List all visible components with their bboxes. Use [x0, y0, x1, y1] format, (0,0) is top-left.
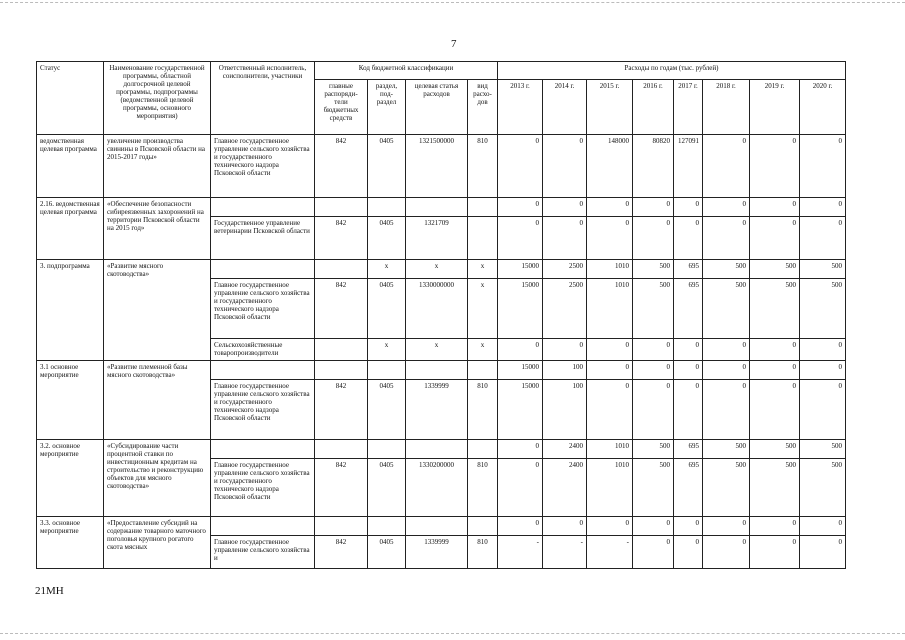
page-number: 7 — [451, 38, 457, 50]
header-status: Статус — [37, 62, 104, 135]
cell-value: 500 — [703, 260, 750, 279]
cell-value: 15000 — [498, 380, 543, 440]
cell-executor: Сельскохозяйственные товаропроизводители — [211, 339, 315, 361]
cell-value: 500 — [703, 459, 750, 517]
cell-grbs: 842 — [315, 459, 368, 517]
header-year: 2019 г. — [750, 80, 800, 135]
cell-section — [368, 198, 406, 217]
cell-target: x — [406, 339, 468, 361]
cell-section: 0405 — [368, 279, 406, 339]
cell-value: 0 — [674, 339, 703, 361]
cell-target: 1330000000 — [406, 279, 468, 339]
cell-value: 1010 — [587, 459, 633, 517]
header-program-name: Наименование государственной программы, областной долгосрочной целевой программы, подпрограммы (ведомственной целевой программы, основного мероприятия) — [104, 62, 211, 135]
cell-value: 0 — [543, 135, 587, 198]
cell-section — [368, 361, 406, 380]
cell-grbs — [315, 361, 368, 380]
cell-value: 695 — [674, 440, 703, 459]
header-year: 2015 г. — [587, 80, 633, 135]
cell-value: 500 — [703, 440, 750, 459]
cell-status: 3.2. основное мероприятие — [37, 440, 104, 517]
cell-value: 0 — [674, 517, 703, 536]
cell-value: 500 — [633, 279, 674, 339]
cell-grbs: 842 — [315, 135, 368, 198]
cell-section — [368, 440, 406, 459]
cell-value: 0 — [750, 135, 800, 198]
cell-value: 1010 — [587, 440, 633, 459]
cell-value: 2400 — [543, 459, 587, 517]
cell-target: 1321709 — [406, 217, 468, 260]
cell-value: 500 — [750, 279, 800, 339]
cell-value: 0 — [633, 361, 674, 380]
cell-value: 695 — [674, 279, 703, 339]
cell-value: 0 — [674, 380, 703, 440]
cell-value: 0 — [498, 440, 543, 459]
cell-type — [468, 217, 498, 260]
cell-target: 1330200000 — [406, 459, 468, 517]
budget-table — [36, 61, 846, 569]
cell-value: 0 — [633, 517, 674, 536]
cell-value: 0 — [750, 217, 800, 260]
cell-value: 500 — [750, 459, 800, 517]
cell-type — [468, 198, 498, 217]
scan-edge-bottom — [0, 633, 905, 634]
cell-name: «Развитие племенной базы мясного скотоводства» — [104, 361, 211, 440]
cell-value: 0 — [750, 380, 800, 440]
cell-target — [406, 361, 468, 380]
cell-grbs — [315, 517, 368, 536]
cell-section: 0405 — [368, 536, 406, 569]
header-expenses: Расходы по годам (тыс. рублей) — [498, 62, 846, 80]
cell-name: «Субсидирование части процентной ставки по инвестиционным кредитам на строительство и реконструкцию объектов для мясного скотоводства» — [104, 440, 211, 517]
cell-value: 0 — [498, 517, 543, 536]
cell-name: «Развитие мясного скотоводства» — [104, 260, 211, 361]
cell-value: 0 — [674, 198, 703, 217]
cell-target — [406, 198, 468, 217]
cell-value: 0 — [800, 198, 846, 217]
cell-value: 2500 — [543, 279, 587, 339]
cell-value: 100 — [543, 361, 587, 380]
cell-name: «Обеспечение безопасности сибиреязвенных захоронений на территории Псковской области на 2015 год» — [104, 198, 211, 260]
cell-value: 0 — [800, 361, 846, 380]
cell-value: 0 — [703, 339, 750, 361]
cell-value: 0 — [703, 217, 750, 260]
cell-value: 0 — [703, 198, 750, 217]
cell-value: 0 — [800, 135, 846, 198]
cell-value: 0 — [543, 517, 587, 536]
cell-value: 500 — [633, 440, 674, 459]
scan-edge-top — [0, 2, 905, 3]
cell-section: x — [368, 260, 406, 279]
cell-value: - — [498, 536, 543, 569]
cell-value: 500 — [703, 279, 750, 339]
cell-value: 500 — [800, 459, 846, 517]
cell-value: 1010 — [587, 279, 633, 339]
cell-type: 810 — [468, 459, 498, 517]
cell-value: 0 — [587, 339, 633, 361]
cell-value: 0 — [587, 517, 633, 536]
cell-value: 500 — [750, 440, 800, 459]
cell-section: 0405 — [368, 459, 406, 517]
cell-value: 0 — [633, 198, 674, 217]
cell-target: 1339999 — [406, 380, 468, 440]
cell-value: 695 — [674, 260, 703, 279]
table-row — [37, 517, 846, 536]
cell-value: 0 — [750, 517, 800, 536]
cell-section: 0405 — [368, 380, 406, 440]
cell-status: 3.3. основное мероприятие — [37, 517, 104, 569]
cell-value: 0 — [587, 217, 633, 260]
cell-value: 0 — [633, 536, 674, 569]
header-year: 2016 г. — [633, 80, 674, 135]
cell-value: 0 — [674, 361, 703, 380]
cell-value: 80820 — [633, 135, 674, 198]
cell-value: 0 — [750, 198, 800, 217]
cell-value: 1010 — [587, 260, 633, 279]
cell-value: 0 — [633, 380, 674, 440]
cell-target — [406, 517, 468, 536]
cell-value: 0 — [498, 135, 543, 198]
header-target: целевая статья расходов — [406, 80, 468, 135]
cell-type: 810 — [468, 135, 498, 198]
cell-value: 695 — [674, 459, 703, 517]
cell-value: 0 — [633, 217, 674, 260]
cell-value: 0 — [800, 536, 846, 569]
cell-type — [468, 361, 498, 380]
cell-value: 500 — [633, 459, 674, 517]
cell-value: 0 — [703, 517, 750, 536]
cell-executor — [211, 198, 315, 217]
header-year: 2020 г. — [800, 80, 846, 135]
cell-executor: Главное государственное управление сельского хозяйства и государственного технического надзора Псковской области — [211, 135, 315, 198]
cell-executor — [211, 440, 315, 459]
header-section: раздел, под- раздел — [368, 80, 406, 135]
header-year: 2017 г. — [674, 80, 703, 135]
cell-section: 0405 — [368, 135, 406, 198]
cell-value: 15000 — [498, 260, 543, 279]
cell-type — [468, 517, 498, 536]
cell-type: x — [468, 279, 498, 339]
cell-section: x — [368, 339, 406, 361]
cell-value: 500 — [750, 260, 800, 279]
cell-value: 0 — [800, 517, 846, 536]
cell-value: 0 — [543, 339, 587, 361]
cell-value: 500 — [800, 279, 846, 339]
cell-value: 0 — [587, 380, 633, 440]
cell-value: 127091 — [674, 135, 703, 198]
cell-value: 0 — [703, 361, 750, 380]
cell-value: 500 — [633, 260, 674, 279]
table-row — [37, 198, 846, 217]
table-row — [37, 440, 846, 459]
cell-name: «Предоставление субсидий на содержание товарного маточного поголовья крупного рогатого скота мясных — [104, 517, 211, 569]
cell-value: 0 — [674, 217, 703, 260]
cell-target — [406, 440, 468, 459]
cell-value: 0 — [674, 536, 703, 569]
table-row — [37, 135, 846, 198]
cell-section: 0405 — [368, 217, 406, 260]
cell-value: 500 — [800, 260, 846, 279]
header-year: 2018 г. — [703, 80, 750, 135]
header-grbs: главные распоряди- тели бюджетных средств — [315, 80, 368, 135]
header-year: 2014 г. — [543, 80, 587, 135]
cell-value: 15000 — [498, 361, 543, 380]
cell-grbs — [315, 440, 368, 459]
cell-grbs — [315, 198, 368, 217]
cell-value: 0 — [703, 536, 750, 569]
cell-value: 0 — [800, 380, 846, 440]
cell-target: 1321500000 — [406, 135, 468, 198]
cell-grbs: 842 — [315, 536, 368, 569]
cell-grbs — [315, 339, 368, 361]
cell-value: 0 — [543, 198, 587, 217]
cell-value: 0 — [587, 361, 633, 380]
cell-value: 0 — [703, 380, 750, 440]
cell-type — [468, 440, 498, 459]
cell-target: 1339999 — [406, 536, 468, 569]
cell-type: x — [468, 260, 498, 279]
cell-value: 0 — [543, 217, 587, 260]
cell-status: ведомственная целевая программа — [37, 135, 104, 198]
cell-value: 0 — [703, 135, 750, 198]
cell-value: 0 — [750, 361, 800, 380]
header-year: 2013 г. — [498, 80, 543, 135]
cell-target: x — [406, 260, 468, 279]
cell-executor — [211, 361, 315, 380]
cell-type: 810 — [468, 536, 498, 569]
cell-name: увеличение производства свинины в Псковской области на 2015-2017 годы» — [104, 135, 211, 198]
cell-executor — [211, 517, 315, 536]
cell-type: 810 — [468, 380, 498, 440]
cell-value: 0 — [498, 198, 543, 217]
header-executor: Ответственный исполнитель, соисполнители, участники — [211, 62, 315, 135]
cell-value: 15000 — [498, 279, 543, 339]
cell-grbs: 842 — [315, 380, 368, 440]
cell-executor: Государственное управление ветеринарии Псковской области — [211, 217, 315, 260]
cell-value: 0 — [498, 459, 543, 517]
cell-status: 3. подпрограмма — [37, 260, 104, 361]
cell-value: - — [543, 536, 587, 569]
cell-status: 2.16. ведомственная целевая программа — [37, 198, 104, 260]
cell-type: x — [468, 339, 498, 361]
cell-executor: Главное государственное управление сельского хозяйства и государственного технического надзора Псковской области — [211, 279, 315, 339]
cell-grbs: 842 — [315, 279, 368, 339]
cell-value: 100 — [543, 380, 587, 440]
cell-executor: Главное государственное управление сельского хозяйства и — [211, 536, 315, 569]
header-type: вид расхо- дов — [468, 80, 498, 135]
header-budget-code: Код бюджетной классификации — [315, 62, 498, 80]
cell-executor: Главное государственное управление сельского хозяйства и государственного технического надзора Псковской области — [211, 380, 315, 440]
cell-value: 0 — [750, 536, 800, 569]
cell-grbs: 842 — [315, 217, 368, 260]
table-row — [37, 260, 846, 279]
cell-grbs — [315, 260, 368, 279]
cell-value: 2500 — [543, 260, 587, 279]
cell-section — [368, 517, 406, 536]
cell-value: 0 — [750, 339, 800, 361]
cell-value: 148000 — [587, 135, 633, 198]
cell-value: 0 — [587, 198, 633, 217]
cell-executor: Главное государственное управление сельского хозяйства и государственного технического надзора Псковской области — [211, 459, 315, 517]
table-row — [37, 361, 846, 380]
cell-value: 500 — [800, 440, 846, 459]
cell-executor — [211, 260, 315, 279]
cell-value: 0 — [800, 339, 846, 361]
cell-value: 0 — [633, 339, 674, 361]
cell-value: 0 — [498, 339, 543, 361]
footer-code: 21МН — [35, 585, 64, 597]
cell-value: 0 — [498, 217, 543, 260]
cell-status: 3.1 основное мероприятие — [37, 361, 104, 440]
cell-value: - — [587, 536, 633, 569]
cell-value: 2400 — [543, 440, 587, 459]
cell-value: 0 — [800, 217, 846, 260]
